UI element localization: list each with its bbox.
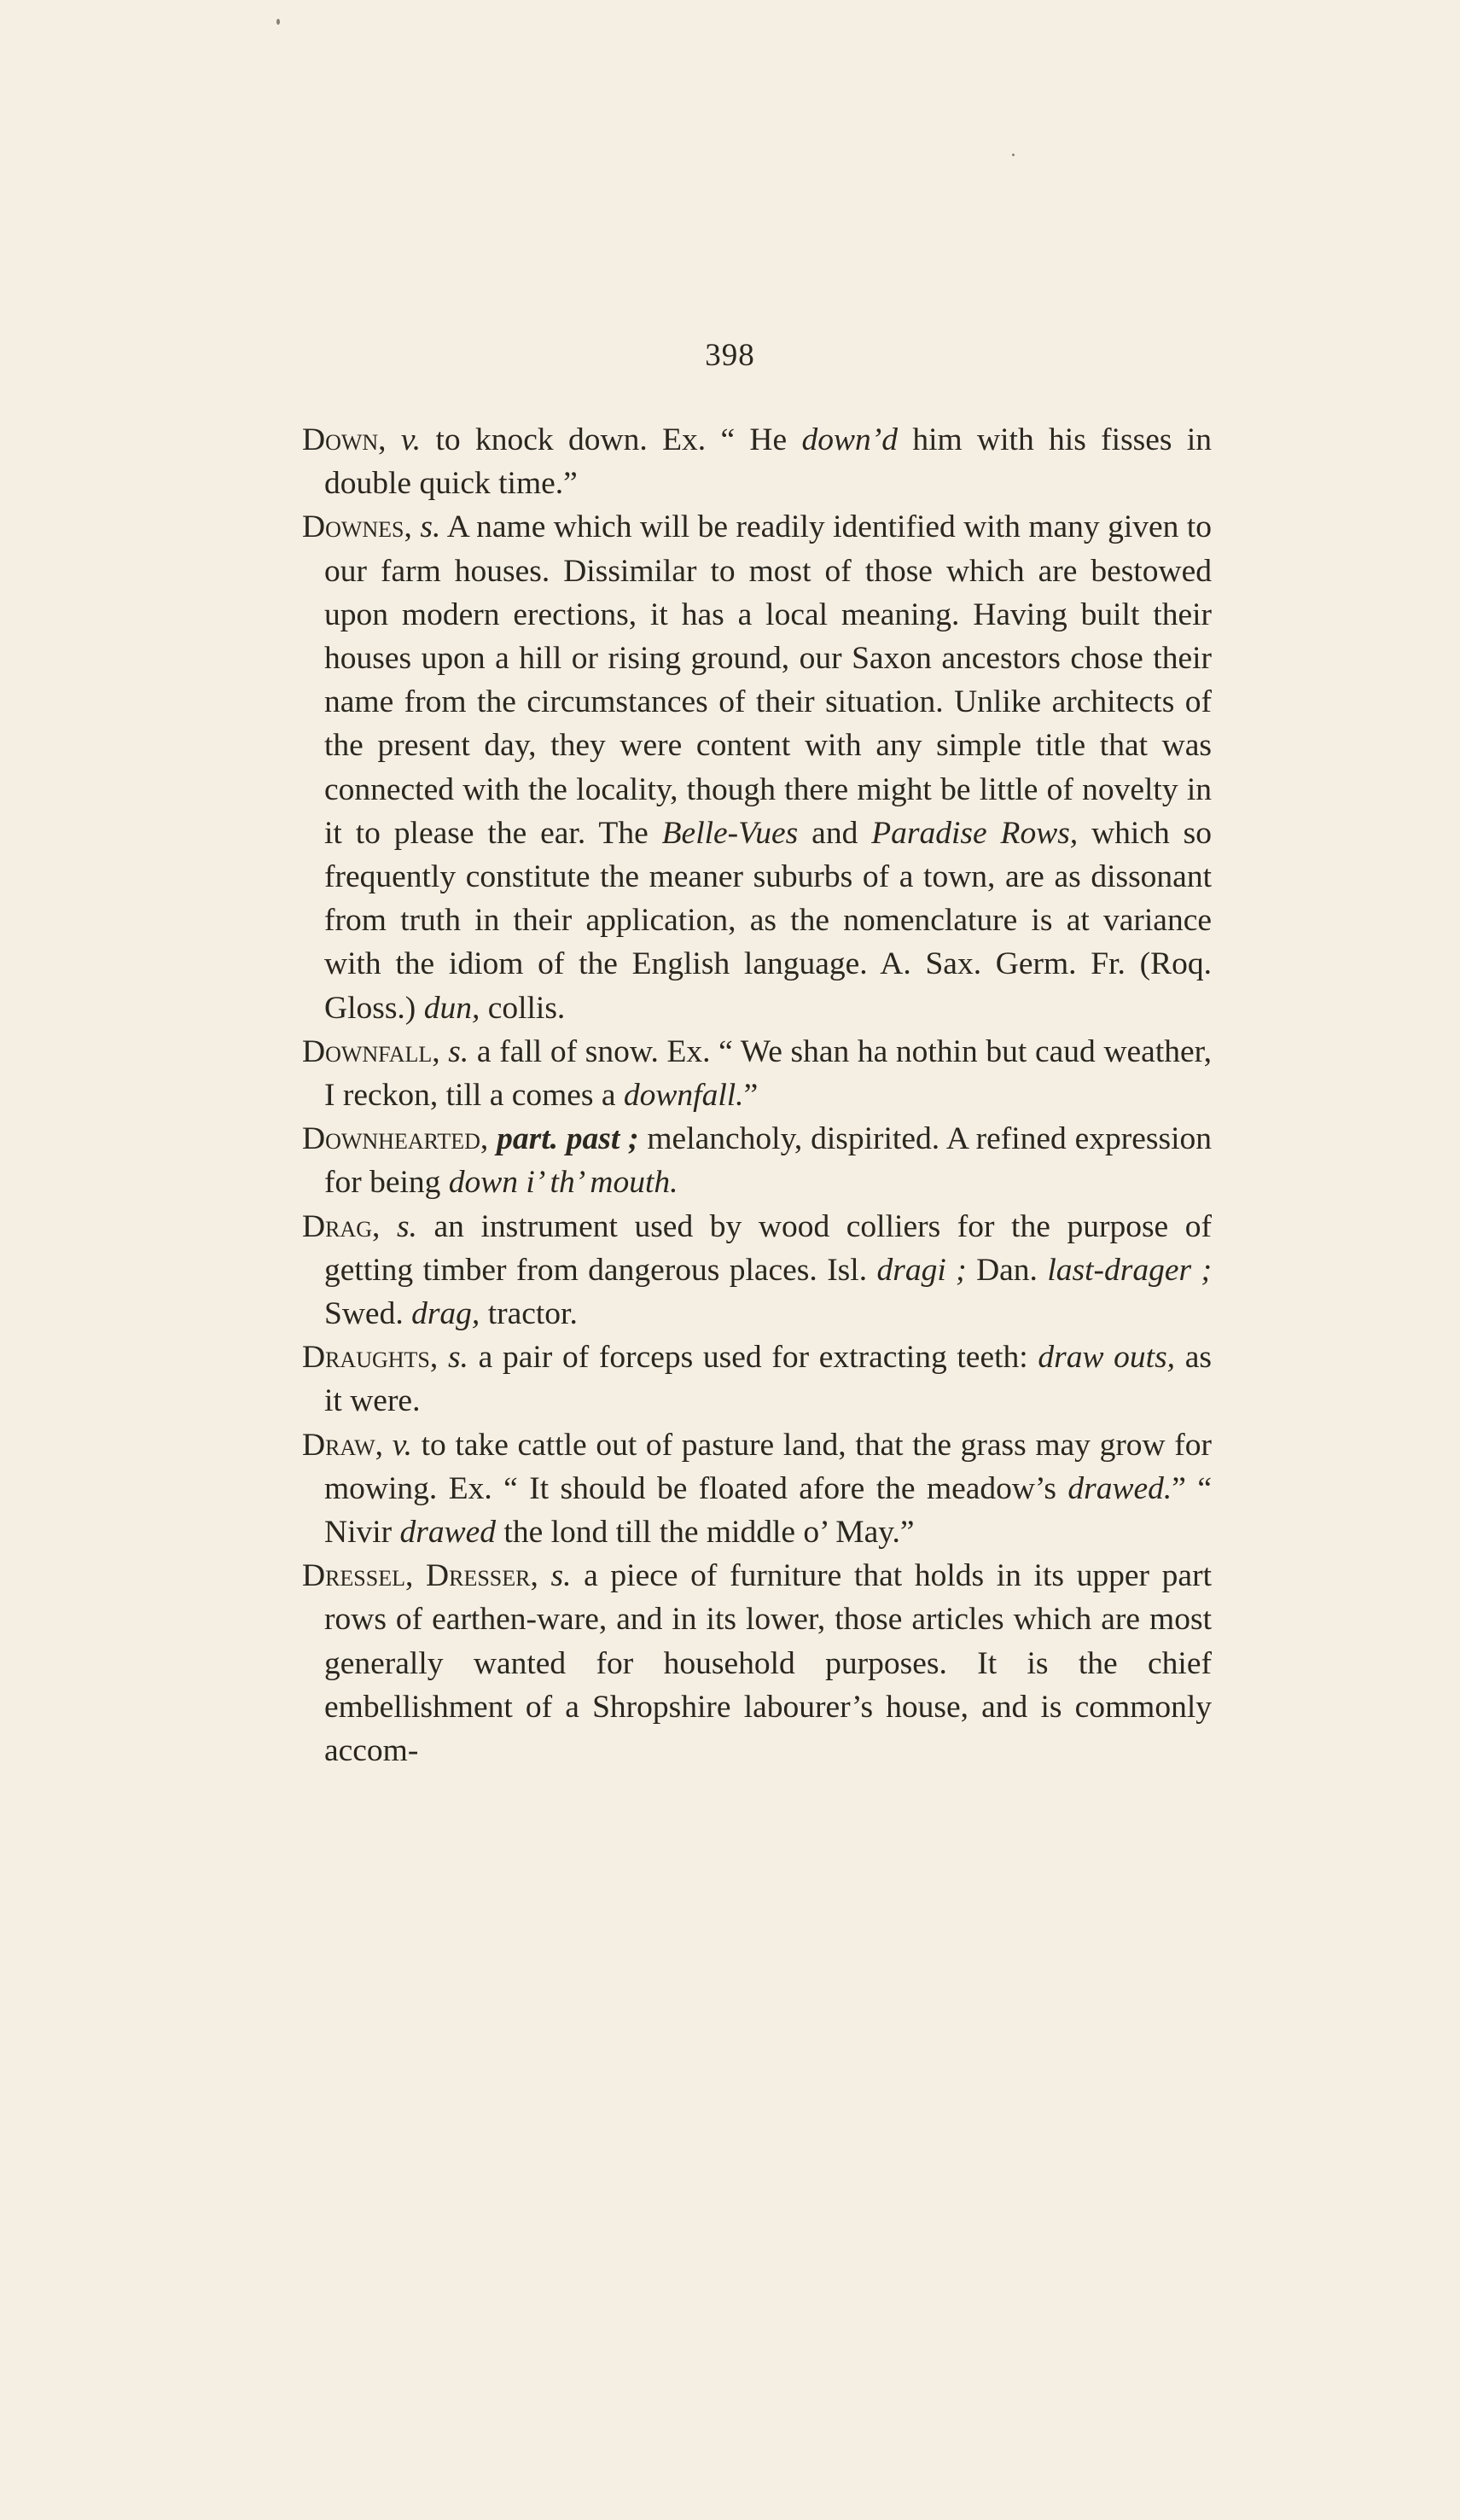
headword: Downfall, (302, 1033, 440, 1069)
glossary-entry (302, 1205, 1212, 1336)
definition-text: a fall of snow. Ex. “ We shan ha nothin but caud weather, I reckon, till a comes a (324, 1033, 1212, 1114)
definition-text: collis. (480, 990, 566, 1026)
definition-text: to take cattle out of pasture land, that the grass may grow for mowing. Ex. “ It should be floated afore the meadow’s (324, 1427, 1213, 1506)
definition-text: Dan. (966, 1252, 1048, 1288)
definition-text: A name which will be readily identified with many given to our farm houses. Dissimilar to most of those which are bestowed upon modern erections, it has a local meaning. Having built their houses upon a hill or rising ground, our Saxon ancestors chose their name from the circumstances of their situation. Unlike architects of the present day, they were content with any simple title that was connected with the locality, though there might be little of novelty in it to please the ear. The (324, 509, 1213, 851)
headword: Downes, (302, 509, 412, 545)
definition-text: to knock down. Ex. “ He (421, 422, 802, 457)
definition-text: an instrument used by wood colliers for the purpose of getting timber from dangerous places. Isl. (324, 1208, 1213, 1288)
part-of-speech: s. (550, 1558, 572, 1594)
definition-text: which so frequently constitute the meaner suburbs of a town, are as dissonant from truth in their application, as the nomenclature is at variance with the idiom of the English language. A. Sax. Germ. Fr. (Roq. Gloss.) (324, 815, 1212, 1026)
page-number: 398 (705, 338, 755, 373)
definition-text: ” “ Nivir (324, 1470, 1212, 1551)
paper-speck (1012, 154, 1015, 156)
headword: Drag, (302, 1208, 381, 1244)
definition-text: ” (743, 1078, 759, 1114)
definition-text: and (798, 815, 872, 851)
glossary-entry (302, 1030, 1212, 1117)
glossary-entry (302, 1423, 1212, 1555)
italic-term: Paradise Rows, (871, 815, 1079, 851)
part-of-speech: v. (392, 1427, 412, 1463)
definition-text: the lond till the middle o’ May.” (496, 1515, 915, 1551)
italic-term: Belle-Vues (661, 815, 799, 851)
part-of-speech: part. past ; (497, 1121, 639, 1157)
paper-speck (276, 19, 280, 25)
definition-text: as it were. (324, 1340, 1212, 1419)
glossary-text (302, 418, 1212, 1772)
glossary-entry (302, 1554, 1212, 1772)
definition-text: melancholy, dispirited. A refined expression for being (324, 1121, 1212, 1201)
glossary-entry (302, 1336, 1212, 1423)
italic-term: dragi ; (876, 1252, 967, 1288)
italic-term: dun, (423, 990, 480, 1026)
definition-text: a piece of furniture that holds in its upper part rows of earthen-ware, and in its lower, those articles which are most generally wanted for household purposes. It is the chief embellishment of a Shropshire labourer’s house, and is commonly accom- (324, 1558, 1212, 1769)
glossary-entry (302, 418, 1212, 505)
italic-term: downfall. (623, 1078, 744, 1114)
italic-term: down i’ th’ mouth. (448, 1165, 678, 1201)
italic-term: drawed. (1067, 1470, 1172, 1506)
italic-term: down’d (801, 422, 899, 457)
headword: Dressel, Dresser, (302, 1558, 538, 1594)
glossary-entry (302, 505, 1212, 1029)
italic-term: last-drager ; (1047, 1252, 1212, 1288)
italic-term: draw outs, (1038, 1340, 1176, 1376)
part-of-speech: s. (448, 1033, 469, 1069)
definition-text: him with his fisses in double quick time.” (324, 422, 1213, 502)
part-of-speech: s. (396, 1208, 417, 1244)
headword: Down, (302, 422, 387, 457)
part-of-speech: s. (447, 1340, 468, 1376)
italic-term: drawed (399, 1515, 497, 1551)
headword: Downhearted, (302, 1121, 489, 1157)
part-of-speech: v. (400, 422, 422, 457)
italic-term: drag, (411, 1296, 480, 1332)
definition-text: tractor. (480, 1296, 578, 1332)
definition-text: Swed. (324, 1296, 412, 1332)
headword: Draughts, (302, 1340, 439, 1376)
part-of-speech: s. (420, 509, 441, 545)
headword: Draw, (302, 1427, 384, 1463)
definition-text: a pair of forceps used for extracting teeth: (468, 1340, 1038, 1376)
glossary-entry (302, 1117, 1212, 1204)
